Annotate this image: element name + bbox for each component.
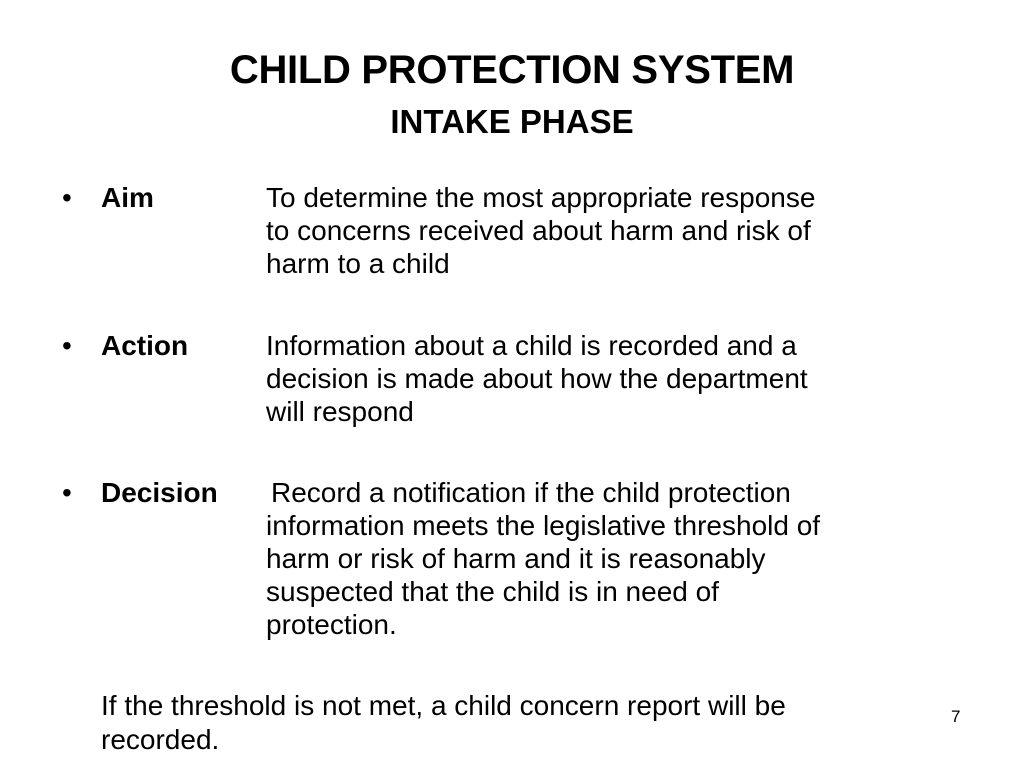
description-line: suspected that the child is in need of — [266, 576, 719, 607]
note-line: recorded. — [101, 724, 220, 755]
slide-title: CHILD PROTECTION SYSTEM — [229, 48, 795, 92]
threshold-note — [101, 689, 786, 757]
item-description — [266, 181, 966, 280]
description-line: Record a notification if the child protection — [271, 477, 791, 508]
item-description — [266, 329, 966, 428]
item-term: Action — [101, 330, 189, 361]
slide-subtitle: INTAKE PHASE — [390, 103, 634, 140]
description-line: will respond — [266, 396, 414, 427]
description-line: information meets the legislative threshold of — [266, 510, 821, 541]
bullet-marker: • — [62, 182, 72, 213]
description-line: to concerns received about harm and risk of — [266, 215, 811, 246]
item-term: Decision — [101, 477, 218, 508]
description-line: Information about a child is recorded and a — [266, 330, 797, 361]
description-line: To determine the most appropriate response — [266, 182, 816, 213]
description-line: protection. — [266, 609, 397, 640]
description-line: harm to a child — [266, 248, 450, 279]
note-line: If the threshold is not met, a child concern report will be — [101, 690, 786, 721]
bullet-marker: • — [62, 330, 72, 361]
description-line: harm or risk of harm and it is reasonably — [266, 543, 766, 574]
item-term: Aim — [101, 182, 154, 213]
description-line: decision is made about how the department — [266, 363, 808, 394]
item-description — [266, 476, 971, 641]
bullet-marker: • — [62, 477, 72, 508]
slide-number: 7 — [951, 707, 961, 726]
